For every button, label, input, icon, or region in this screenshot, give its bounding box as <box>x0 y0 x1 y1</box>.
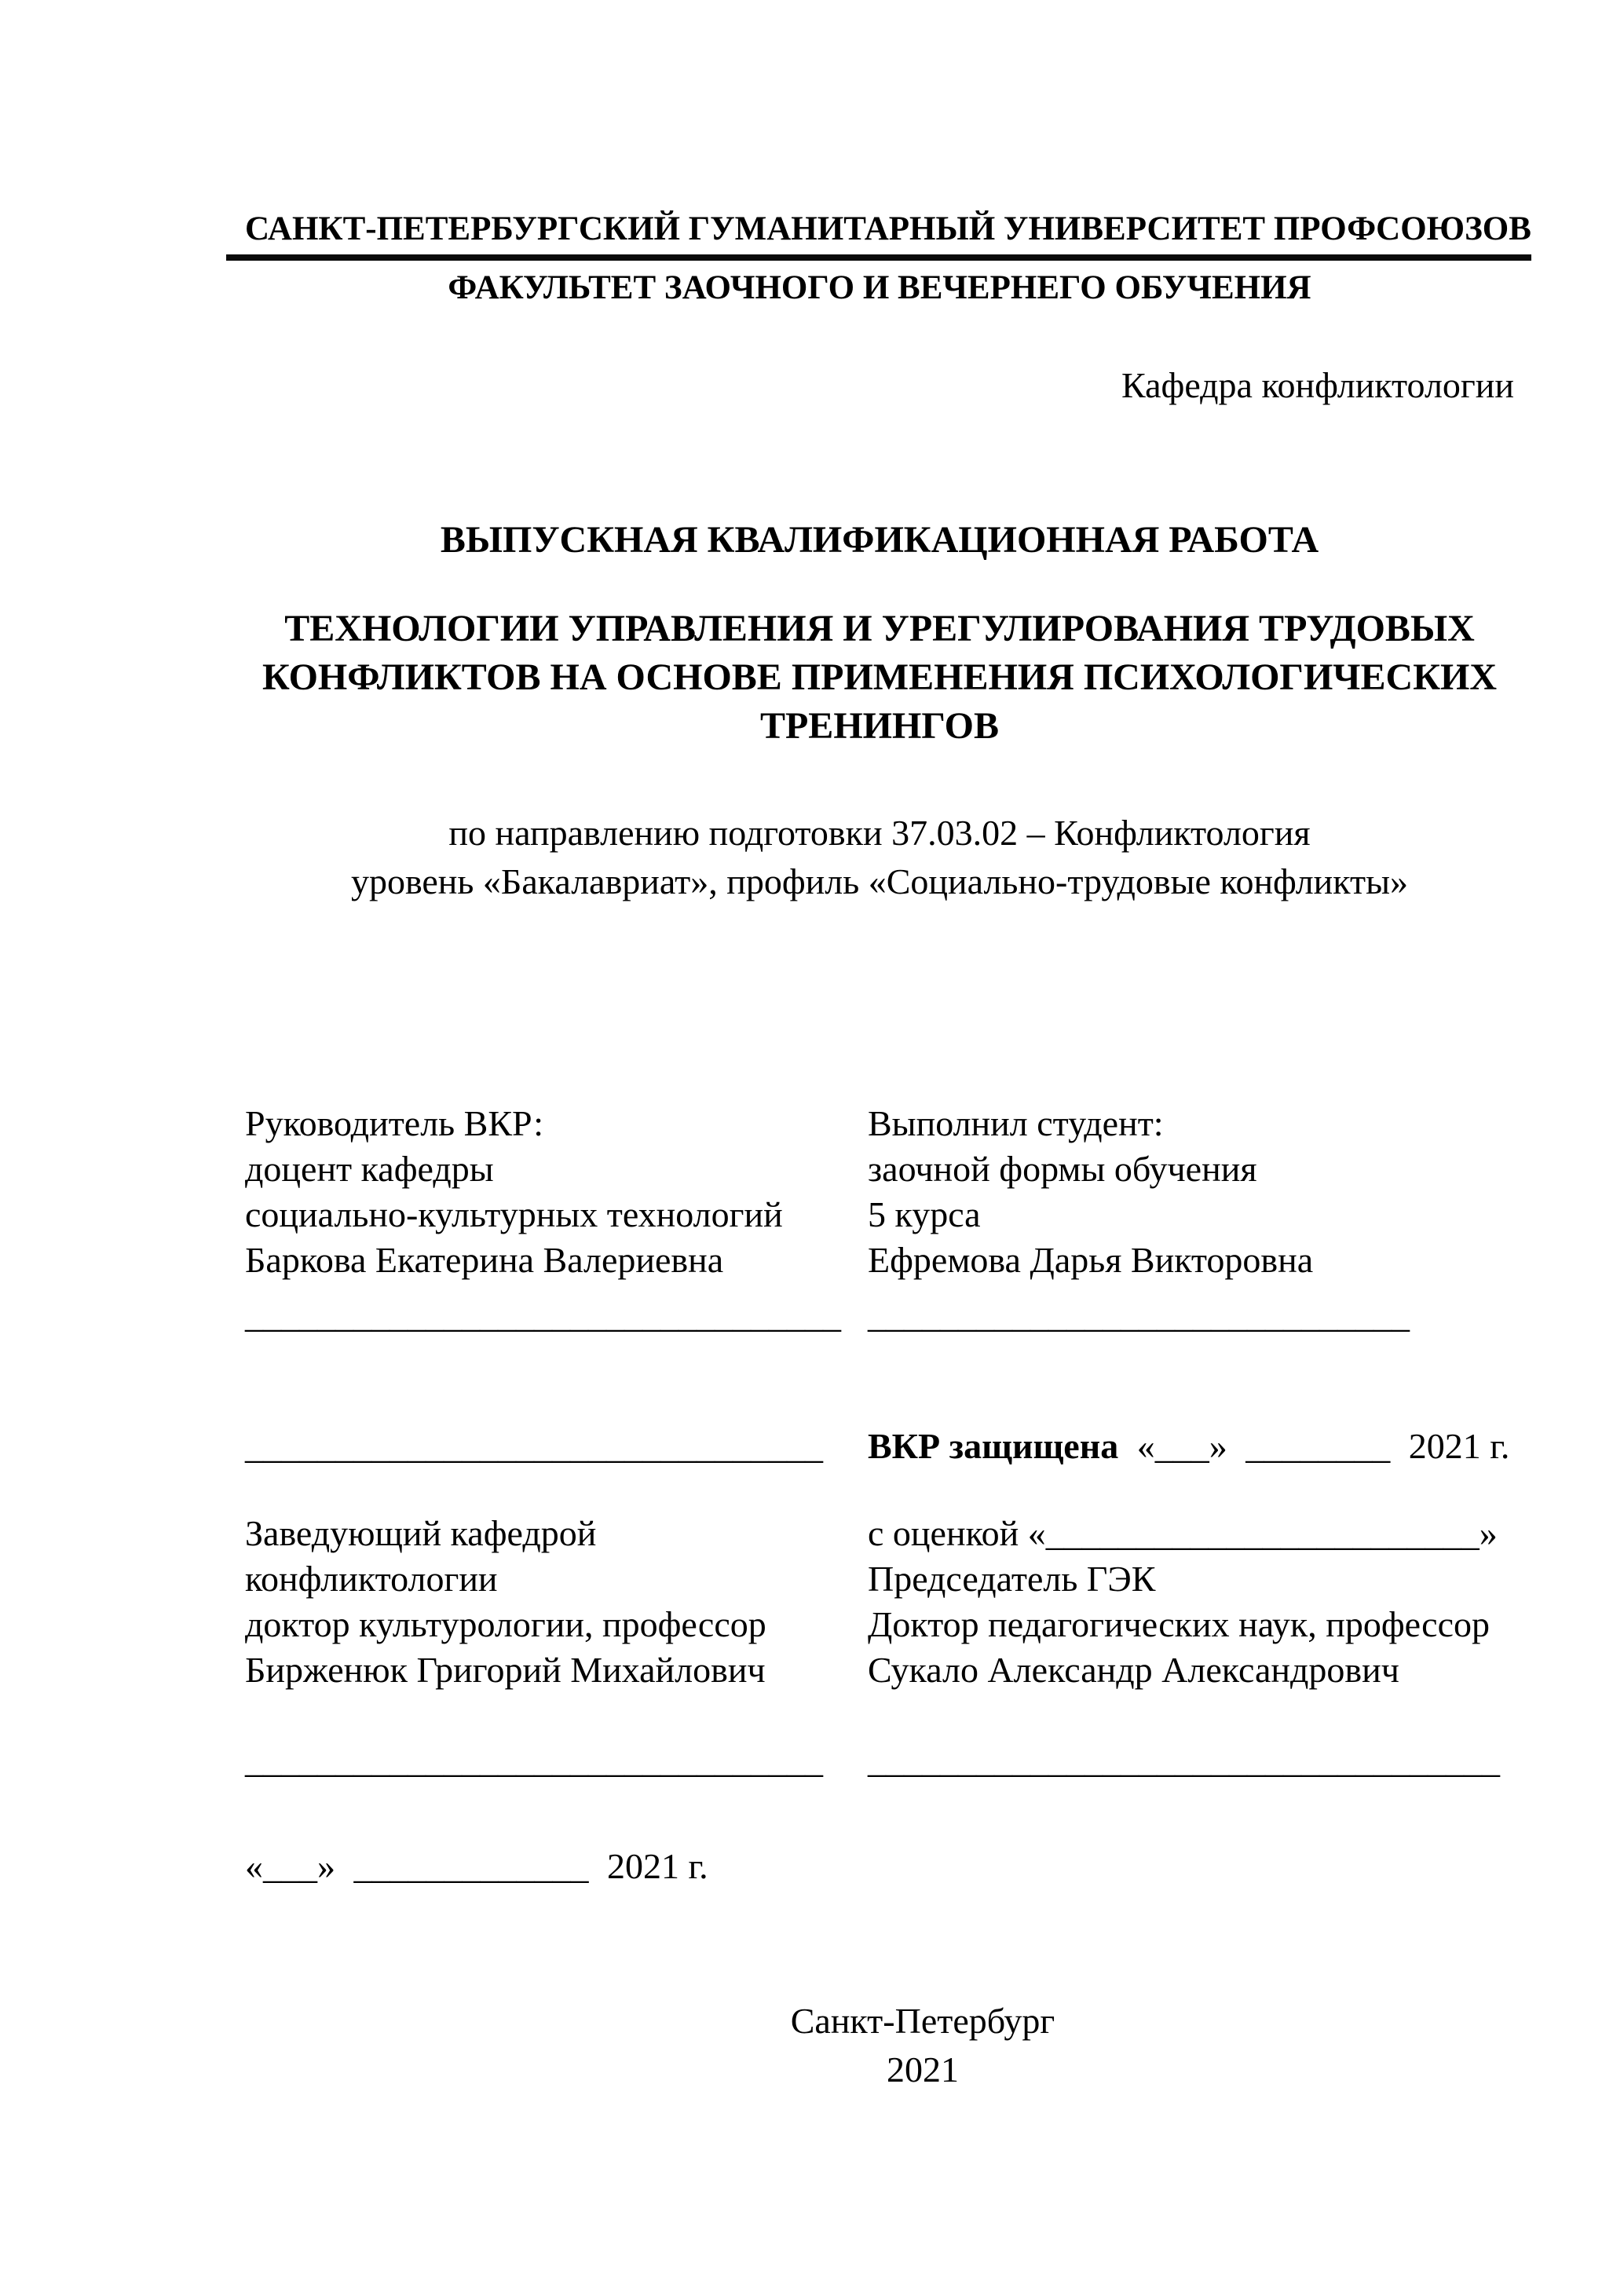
faculty-name: ФАКУЛЬТЕТ ЗАОЧНОГО И ВЕЧЕРНЕГО ОБУЧЕНИЯ <box>448 269 1311 306</box>
head-of-department-block <box>245 1511 868 1693</box>
program-level-line: уровень «Бакалавриат», профиль «Социально-трудовые конфликты» <box>350 861 1409 901</box>
defense-status-label: ВКР защищена <box>868 1426 1119 1466</box>
supervisor-name: Баркова Екатерина Валериевна <box>245 1240 724 1280</box>
head-date-line <box>245 1844 1514 1889</box>
publication-year: 2021 <box>887 2049 959 2089</box>
officials-columns <box>245 1511 1514 1693</box>
student-info-line-2: 5 курса <box>868 1194 981 1234</box>
header-rule <box>226 254 1531 261</box>
department-name: Кафедра конфликтологии <box>1121 365 1514 405</box>
gek-signature-line: ___________________________________ <box>868 1740 1500 1780</box>
signature-row-2 <box>245 1738 1514 1783</box>
thesis-title-line-2: КОНФЛИКТОВ НА ОСНОВЕ ПРИМЕНЕНИЯ ПСИХОЛОГИЧЕСКИХ <box>262 656 1498 698</box>
defense-day-blank: «___» <box>1136 1426 1227 1466</box>
head-date-year: 2021 г. <box>607 1846 708 1886</box>
grade-and-chair-block <box>868 1511 1514 1693</box>
student-info-line-1: заочной формы обучения <box>868 1149 1257 1189</box>
head-position-line-1: Заведующий кафедрой <box>245 1513 597 1553</box>
work-type-heading: ВЫПУСКНАЯ КВАЛИФИКАЦИОННАЯ РАБОТА <box>440 519 1319 561</box>
defense-row <box>245 1424 1514 1469</box>
defense-date-line <box>868 1424 1514 1469</box>
supervisor-position-line-2: социально-культурных технологий <box>245 1194 783 1234</box>
thesis-title <box>245 605 1514 751</box>
program-info <box>245 809 1514 906</box>
head-name: Бирженюк Григорий Михайлович <box>245 1650 766 1690</box>
university-name: САНКТ-ПЕТЕРБУРГСКИЙ ГУМАНИТАРНЫЙ УНИВЕРСИТЕТ ПРОФСОЮЗОВ <box>245 210 1531 247</box>
supervisor-role-label: Руководитель ВКР: <box>245 1103 544 1143</box>
program-direction-line: по направлению подготовки 37.03.02 – Конфликтология <box>448 813 1311 853</box>
city-name: Санкт-Петербург <box>790 2001 1055 2041</box>
student-name: Ефремова Дарья Викторовна <box>868 1240 1314 1280</box>
head-position-line-2: конфликтологии <box>245 1559 498 1599</box>
gek-chair-name: Сукало Александр Александрович <box>868 1650 1399 1690</box>
defense-month-blank: ________ <box>1245 1426 1391 1466</box>
supervisor-signature-line: _________________________________ <box>245 1295 841 1335</box>
secondary-signature-line: ________________________________ <box>245 1426 823 1466</box>
head-signature-line: ________________________________ <box>245 1740 823 1780</box>
defense-year: 2021 г. <box>1408 1426 1510 1466</box>
thesis-title-line-3: ТРЕНИНГОВ <box>759 705 1000 747</box>
grade-suffix: » <box>1479 1513 1498 1553</box>
supervisor-position-line-1: доцент кафедры <box>245 1149 494 1189</box>
gek-chair-title: Председатель ГЭК <box>868 1559 1156 1599</box>
signature-row-1 <box>245 1292 1514 1338</box>
head-date-month-blank: _____________ <box>353 1846 589 1886</box>
people-columns <box>245 1101 1514 1283</box>
thesis-title-line-1: ТЕХНОЛОГИИ УПРАВЛЕНИЯ И УРЕГУЛИРОВАНИЯ ТРУДОВЫХ <box>284 608 1475 649</box>
gek-chair-position: Доктор педагогических наук, профессор <box>868 1604 1490 1644</box>
imprint <box>245 1997 1514 2094</box>
head-date-day-blank: «___» <box>245 1846 335 1886</box>
grade-line <box>868 1511 1514 1556</box>
student-signature-line: ______________________________ <box>868 1295 1410 1335</box>
supervisor-block <box>245 1101 868 1283</box>
grade-prefix: с оценкой « <box>868 1513 1046 1553</box>
student-role-label: Выполнил студент: <box>868 1103 1164 1143</box>
head-position-line-3: доктор культурологии, профессор <box>245 1604 766 1644</box>
student-block <box>868 1101 1514 1283</box>
grade-blank: ________________________ <box>1045 1513 1480 1553</box>
